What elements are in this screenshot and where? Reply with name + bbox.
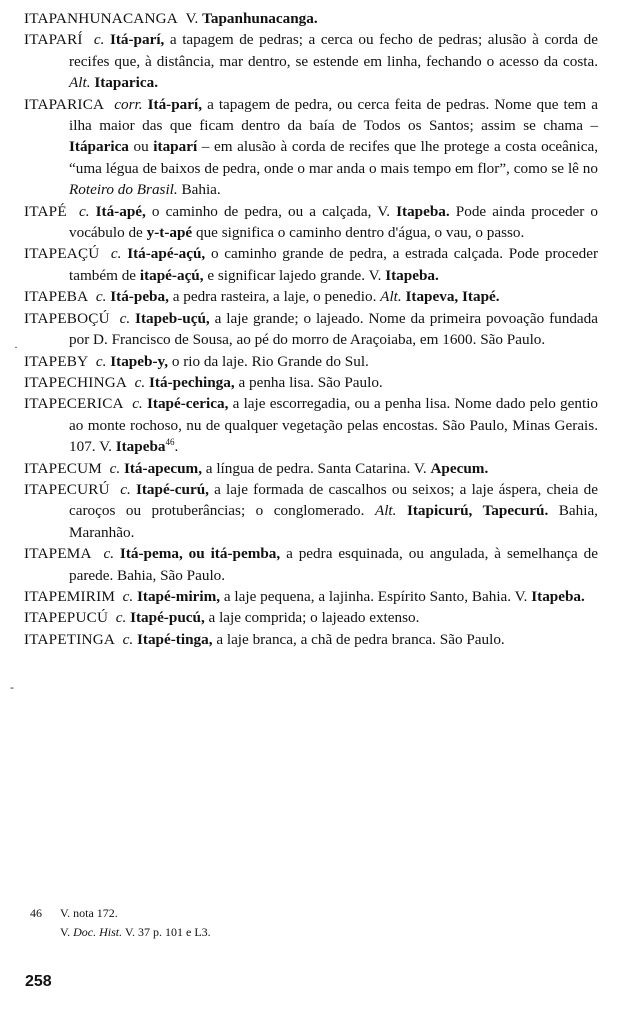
footnote-line-2: [30, 923, 590, 942]
footnote-line-1: V. nota 172.: [60, 906, 118, 920]
entry-text: o rio da laje. Rio Grande do Sul.: [168, 352, 369, 370]
entry-text: Pode ainda proceder o vocábulo de: [69, 202, 599, 242]
entry-grammar-label: c.: [134, 373, 146, 391]
entry-term: Itáparica: [69, 138, 129, 156]
entry-headword: ITAPÉ: [24, 202, 67, 220]
entry-term: Itá-apecum,: [123, 459, 202, 477]
entry-headword: ITAPARÍ: [24, 31, 83, 49]
entry-headword: ITAPEBY: [24, 352, 89, 370]
entry-grammar-label: c.: [78, 202, 90, 220]
dictionary-entry: [24, 8, 598, 29]
entry-text: a laje branca, a chã de pedra branca. São Paulo.: [212, 630, 505, 648]
entry-term: Itapeb-y,: [110, 352, 169, 370]
entry-text: a laje comprida; o lajeado extenso.: [204, 609, 420, 627]
entry-term: y-t-apé: [146, 224, 193, 242]
entry-headword: ITAPETINGA: [24, 630, 116, 648]
entry-term: Itapeba: [115, 438, 166, 456]
page-number: 258: [25, 973, 52, 990]
entry-grammar-label: c.: [95, 288, 107, 306]
entry-text: [396, 502, 407, 519]
entry-headword: ITAPEBA: [24, 288, 89, 306]
entry-headword: ITAPANHUNACANGA: [24, 10, 178, 27]
entry-grammar-label: c.: [122, 630, 134, 648]
entry-headword: ITAPECERICA: [24, 395, 124, 413]
entry-term: Itaparica.: [94, 74, 159, 92]
entry-headword: ITAPEMIRIM: [24, 587, 116, 605]
entry-text: – em alusão à corda de recifes que lhe protege a costa oceânica, “uma légua de baixos de pedra, onde o mar anda o mais tempo em flor”, como se lê no: [69, 138, 598, 177]
entry-text: que significa o caminho dentro d'água, o vau, o passo.: [192, 224, 525, 242]
entry-grammar-label: c.: [110, 245, 122, 263]
entry-term: itapé-açú,: [139, 266, 204, 284]
entry-headword: ITAPECHINGA: [24, 373, 128, 391]
entry-term: Itá-parí,: [109, 31, 165, 49]
entry-text: a laje formada de cascalhos ou seixos; a laje áspera, cheia de caroços ou protuberâncias; o conglomerado.: [69, 480, 599, 520]
entry-grammar-label: c.: [95, 352, 107, 370]
dictionary-entry: [24, 543, 598, 586]
entry-grammar-label: corr.: [114, 95, 143, 113]
entry-term: Itá-apé-açú,: [127, 245, 206, 263]
dictionary-entry: [24, 393, 598, 457]
entry-text: Bahia, Maranhão.: [69, 502, 598, 541]
entry-term: itaparí: [153, 138, 198, 156]
entry-text: o caminho de pedra, ou a calçada, V.: [145, 202, 397, 220]
dictionary-entry: [24, 458, 598, 479]
dictionary-entry: [24, 286, 598, 307]
entry-term: Tapanhunacanga.: [202, 10, 318, 27]
entry-headword: ITAPARICA: [24, 95, 105, 113]
entry-text: a tapagem de pedras; a cerca ou fecho de pedras; alusão à corda de recifes que, à distância, mar dentro, se estende em linha, fechando o acesso da costa.: [69, 31, 599, 70]
dictionary-entry: [24, 479, 598, 543]
margin-dot: ·: [14, 340, 18, 354]
entry-text: a laje grande; o lajeado. Nome da primeira povoação fundada por D. Francisco de Sousa, ao pé do morro de Araçoiaba, em 1600. São Paulo.: [69, 309, 599, 349]
margin-dash: -: [10, 680, 14, 694]
entry-text: V.: [185, 10, 203, 27]
entry-grammar-label: c.: [109, 459, 121, 477]
entry-headword: ITAPEAÇÚ: [24, 245, 100, 263]
dictionary-entry: [24, 308, 598, 351]
entry-text: a tapagem de pedra, ou cerca feita de pedras. Nome que tem a ilha maior das que ficam dentro da baía de Todos os Santos; assim se chama –: [69, 95, 599, 135]
dictionary-entry: [24, 29, 598, 93]
entry-grammar-label: c.: [93, 31, 105, 49]
entry-grammar-label: c.: [119, 309, 131, 327]
entry-text: o caminho grande de pedra, a estrada calçada. Pode proceder também de: [69, 245, 599, 284]
entry-headword: ITAPECURÚ: [24, 480, 110, 498]
entry-headword: ITAPEPUCÚ: [24, 609, 109, 627]
footnotes: [30, 904, 590, 942]
entry-italic: Alt.: [374, 502, 397, 520]
dictionary-entry: [24, 629, 598, 650]
entry-text: a pedra esquinada, ou angulada, à semelhança de parede. Bahia, São Paulo.: [69, 545, 598, 584]
entry-grammar-label: c.: [120, 480, 131, 498]
entry-text: ou: [128, 138, 154, 156]
entry-term: Itapeva, Itapé.: [405, 288, 500, 306]
dictionary-entry: [24, 372, 598, 393]
entry-text: a língua de pedra. Santa Catarina. V.: [202, 459, 431, 477]
dictionary-entry: [24, 94, 598, 201]
entry-text: a laje pequena, a lajinha. Espírito Santo, Bahia. V.: [220, 587, 532, 605]
footnote-46: [30, 904, 590, 923]
entry-term: Itapeba.: [396, 202, 450, 220]
dictionary-entry: [24, 201, 598, 244]
footnote-line-2-suffix: V. 37 p. 101 e L3.: [122, 925, 211, 939]
entry-text: .: [174, 438, 179, 456]
entry-headword: ITAPECUM: [24, 459, 103, 477]
footnote-number: 46: [30, 906, 42, 920]
entry-term: Itapé-cerica,: [146, 395, 229, 413]
entry-italic: Alt.: [69, 74, 91, 92]
entry-term: Itapeba.: [531, 587, 585, 605]
entry-term: Itapé-pucú,: [130, 609, 205, 627]
dictionary-entry: [24, 351, 598, 372]
entry-term: Itapé-tinga,: [137, 630, 213, 648]
entry-text: a pedra rasteira, a laje, o penedio.: [168, 288, 381, 306]
dictionary-entry: [24, 607, 598, 628]
entry-term: Itá-parí,: [147, 95, 203, 113]
entry-grammar-label: c.: [122, 587, 134, 605]
entry-grammar-label: c.: [103, 545, 115, 563]
entry-text: Bahia.: [177, 181, 221, 199]
entry-grammar-label: c.: [132, 395, 143, 413]
entry-term: Itapé-curú,: [135, 480, 209, 498]
dictionary-entry: [24, 586, 598, 607]
entry-term: Itá-pema, ou itá-pemba,: [119, 545, 281, 563]
entry-term: Itá-pechinga,: [149, 373, 235, 391]
entry-term: Itapicurú, Tapecurú.: [406, 502, 549, 520]
entries-list: [24, 8, 598, 650]
entry-term: Apecum.: [430, 459, 489, 477]
entry-italic: Alt.: [380, 288, 402, 306]
entry-term: Itá-peba,: [110, 288, 169, 306]
entry-text: e significar lajedo grande. V.: [203, 266, 386, 284]
entry-grammar-label: c.: [115, 609, 127, 627]
footnote-line-2-source: Doc. Hist.: [73, 925, 123, 939]
footnote-ref: 46: [165, 437, 175, 448]
entry-term: Itapeb-uçú,: [135, 309, 210, 327]
entry-headword: ITAPEBOÇÚ: [24, 309, 110, 327]
entry-italic: Roteiro do Brasil.: [69, 181, 178, 199]
entry-term: Itapeba.: [385, 266, 439, 284]
entry-term: Itá-apé,: [95, 202, 146, 220]
entry-text: a penha lisa. São Paulo.: [234, 373, 383, 391]
entry-headword: ITAPEMA: [24, 545, 92, 563]
dictionary-entry: [24, 243, 598, 286]
entry-text: a laje escorregadia, ou a penha lisa. Nome dado pelo gentio ao monte rochoso, nu de qualquer vegetação pelas encostas. São Paulo, Minas Gerais. 107. V.: [69, 395, 599, 456]
footnote-line-2-prefix: V.: [60, 925, 74, 939]
entry-term: Itapé-mirim,: [137, 587, 221, 605]
